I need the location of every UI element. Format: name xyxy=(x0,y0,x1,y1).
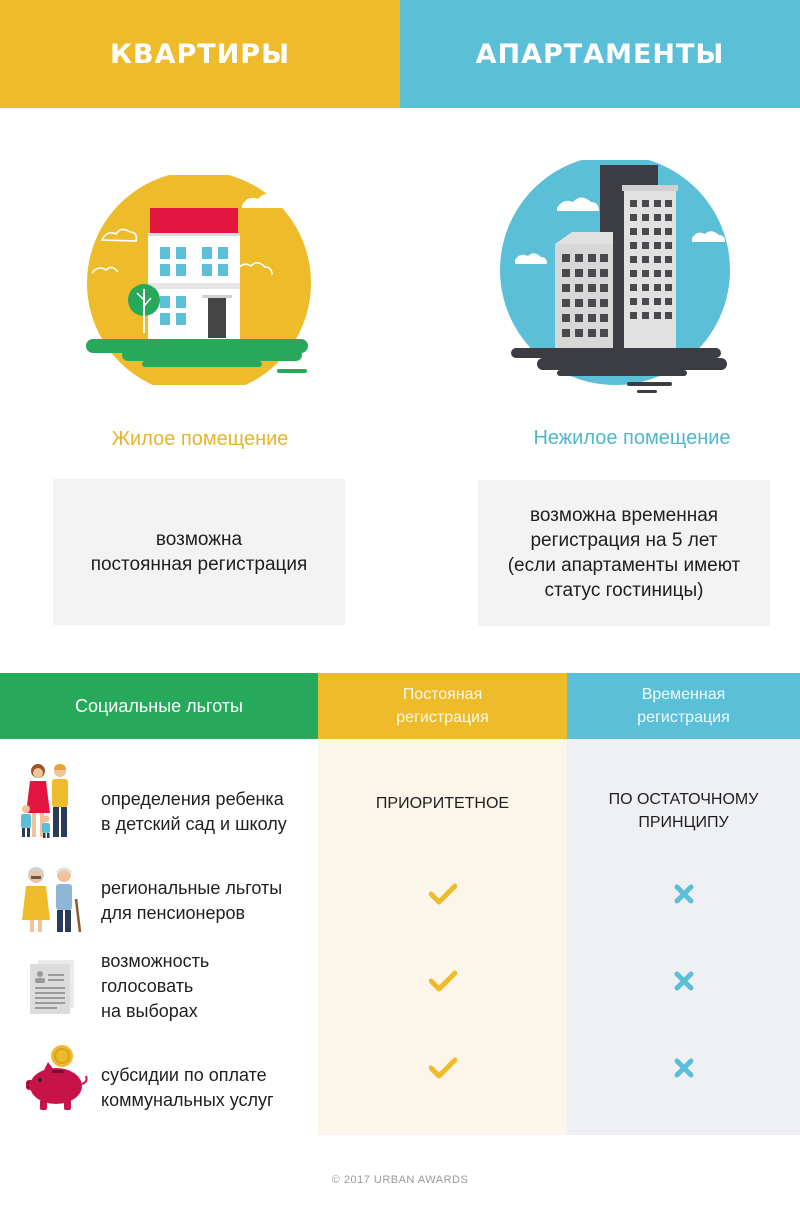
residual-principle-value: ПО ОСТАТОЧНОМУ ПРИНЦИПУ xyxy=(608,791,759,831)
row-label: определения ребенка в детский сад и школу xyxy=(101,789,287,834)
temporary-registration-header: Временная регистрация xyxy=(567,673,800,739)
table-row xyxy=(0,755,800,845)
temporary-registration-text: возможна временная регистрация на 5 лет (если апартаменты имеют статус гостиницы) xyxy=(507,505,741,601)
piggy-bank-icon xyxy=(22,1042,88,1119)
cross-icon xyxy=(567,966,800,996)
family-icon xyxy=(18,761,80,846)
ballot-document-icon xyxy=(16,956,78,1019)
copyright-footer: © 2017 URBAN AWARDS xyxy=(331,1174,469,1186)
header xyxy=(0,0,800,108)
row-label: региональные льготы для пенсионеров xyxy=(101,878,283,923)
apartments-header-title: КВАРТИРЫ xyxy=(0,0,400,108)
apartment-towers-illustration xyxy=(497,160,737,400)
table-row xyxy=(0,1038,800,1118)
priority-value: ПРИОРИТЕТНОЕ xyxy=(375,794,510,812)
residential-premises-label: Жилое помещение xyxy=(111,428,289,450)
cross-icon xyxy=(567,1053,800,1083)
social-benefits-header: Социальные льготы xyxy=(0,673,318,739)
row-label: субсидии по оплате коммунальных услуг xyxy=(101,1065,274,1110)
permanent-registration-box xyxy=(53,479,345,625)
check-icon xyxy=(318,1053,567,1083)
temporary-registration-box xyxy=(478,480,770,626)
table-row xyxy=(0,944,800,1028)
serviced-apartments-header-title: АПАРТАМЕНТЫ xyxy=(400,0,800,108)
check-icon xyxy=(318,966,567,996)
permanent-registration-text: возможна постоянная регистрация xyxy=(90,529,308,575)
pensioners-icon xyxy=(18,863,88,938)
benefits-table-header xyxy=(0,673,800,739)
residential-house-illustration xyxy=(82,175,316,385)
non-residential-premises-label: Нежилое помещение xyxy=(533,427,731,449)
row-label: возможность голосовать на выборах xyxy=(101,951,210,1021)
table-row xyxy=(0,855,800,935)
check-icon xyxy=(318,879,567,909)
cross-icon xyxy=(567,879,800,909)
permanent-registration-header: Постояная регистрация xyxy=(318,673,567,739)
